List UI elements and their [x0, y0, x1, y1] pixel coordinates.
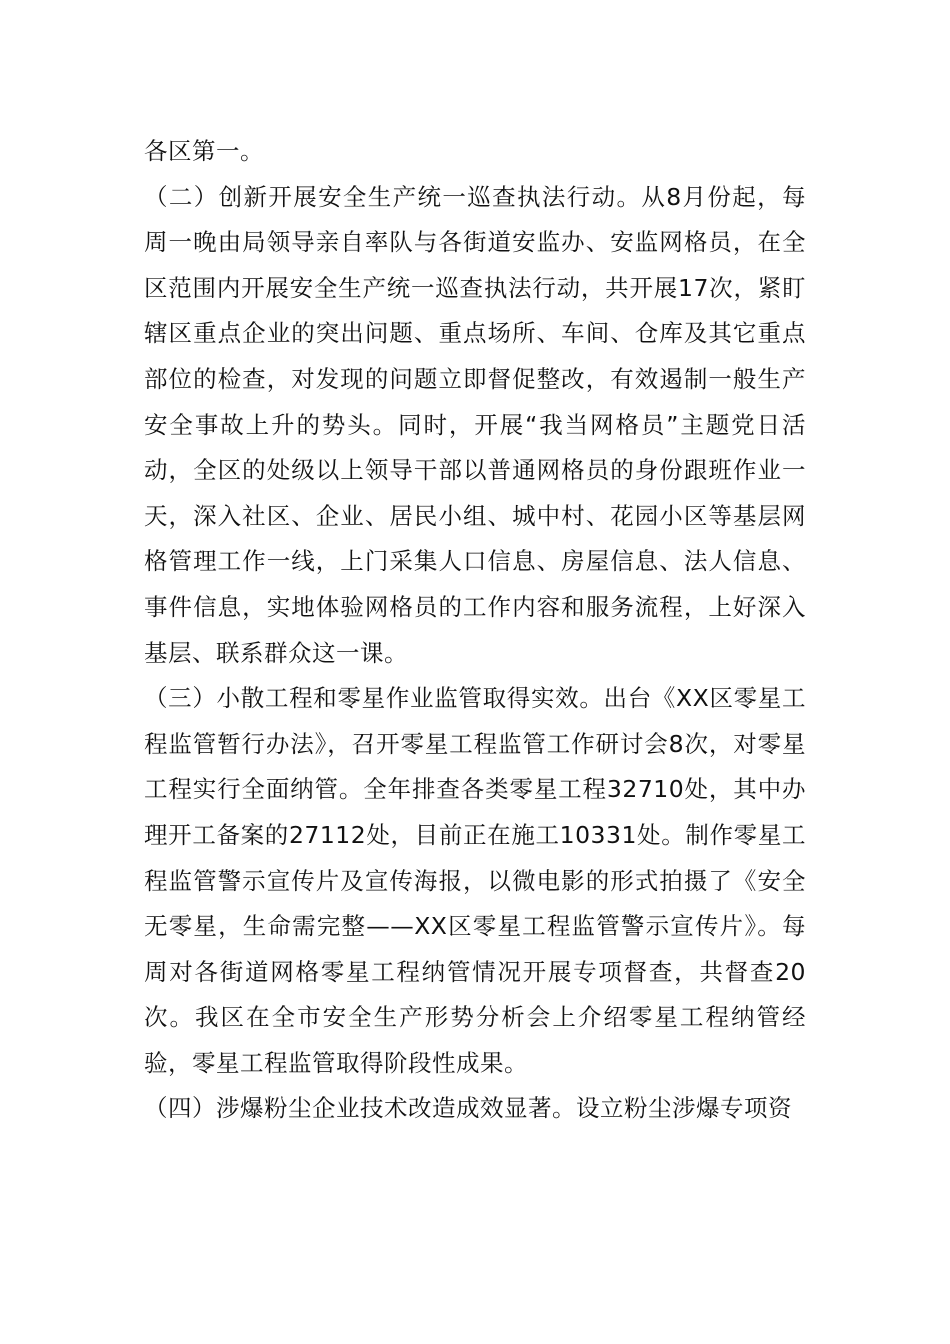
paragraph-intro-tail: 各区第一。 — [144, 137, 264, 165]
document-page — [144, 129, 806, 1132]
paragraph-section-2: （二）创新开展安全生产统一巡查执法行动。从8月份起，每周一晚由局领导亲自率队与各街道安监办、安监网格员，在全区范围内开展安全生产统一巡查执法行动，共开展17次，紧盯辖区重点企业的突出问题、重点场所、车间、仓库及其它重点部位的检查，对发现的问题立即督促整改，有效遏制一般生产安全事故上升的势头。同时，开展“我当网格员”主题党日活动，全区的处级以上领导干部以普通网格员的身份跟班作业一天，深入社区、企业、居民小组、城中村、花园小区等基层网格管理工作一线，上门采集人口信息、房屋信息、法人信息、事件信息，实地体验网格员的工作内容和服务流程，上好深入基层、联系群众这一课。 — [144, 182, 806, 667]
paragraph-section-4: （四）涉爆粉尘企业技术改造成效显著。设立粉尘涉爆专项资 — [144, 1094, 792, 1123]
paragraph-section-3: （三）小散工程和零星作业监管取得实效。出台《XX区零星工程监管暂行办法》，召开零星工程监管工作研讨会8次，对零星工程实行全面纳管。全年排查各类零星工程32710处，其中办理开工备案的27112处，目前正在施工10331处。制作零星工程监管警示宣传片及宣传海报，以微电影的形式拍摄了《安全无零星，生命需完整——XX区零星工程监管警示宣传片》。每周对各街道网格零星工程纳管情况开展专项督查，共督查20次。我区在全市安全生产形势分析会上介绍零星工程纳管经验，零星工程监管取得阶段性成果。 — [144, 684, 806, 1077]
